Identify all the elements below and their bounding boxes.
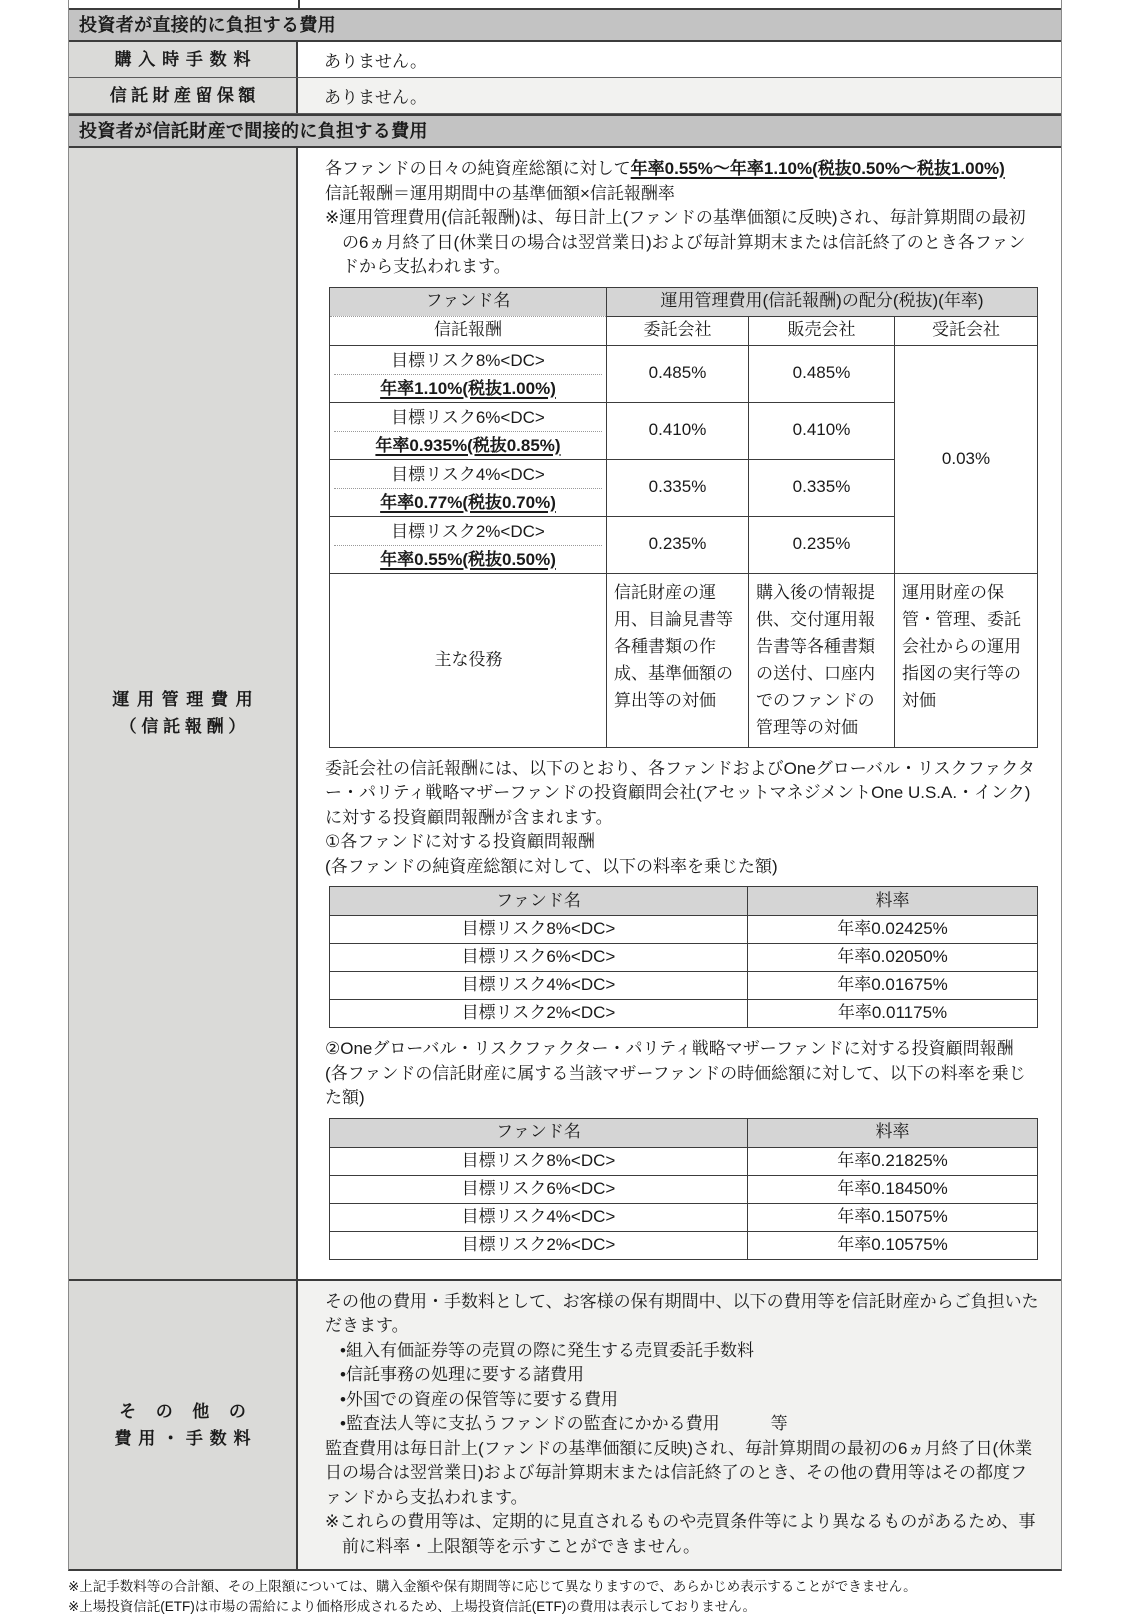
other-fee-item-text: 組入有価証券等の売買の際に発生する売買委託手数料 <box>345 1340 754 1360</box>
fund-name: 目標リスク6%<DC> <box>391 407 545 427</box>
advisory-rate: 年率0.21825% <box>748 1147 1038 1175</box>
advisory-rate: 年率0.10575% <box>748 1231 1038 1259</box>
advisory-rate: 年率0.02425% <box>748 916 1038 944</box>
retention-fee-label: 信託財産留保額 <box>109 86 260 105</box>
purchase-fee-value-cell <box>298 42 1061 77</box>
management-fee-row <box>69 148 1061 1279</box>
other-fee-item <box>340 1339 1041 1364</box>
advisory-rate-row <box>330 1175 1038 1203</box>
advisory-rate: 年率0.01175% <box>748 1000 1038 1028</box>
fee-formula: 信託報酬＝運用期間中の基準価額×信託報酬率 <box>325 183 675 203</box>
management-fee-intro-prefix: 各ファンドの日々の純資産総額に対して <box>325 159 631 178</box>
distributor-fee-value: 0.485% <box>749 345 895 402</box>
other-fee-item-text: 外国での資産の保管等に要する費用 <box>345 1389 618 1409</box>
fund-name: 目標リスク6%<DC> <box>330 944 748 972</box>
advisory-fee-1-basis: (各ファンドの純資産総額に対して、以下の料率を乗じた額) <box>325 856 778 876</box>
other-fee-item-text: 信託事務の処理に要する諸費用 <box>345 1365 584 1384</box>
retention-fee-label-cell <box>69 78 298 113</box>
advisory-fee-2-table <box>329 1118 1038 1260</box>
footnotes <box>68 1577 1062 1617</box>
advisory-rate: 年率0.01675% <box>748 972 1038 1000</box>
rate-table-header-row <box>330 887 1038 916</box>
other-fees-row <box>69 1279 1061 1570</box>
fund-total-rate: 年率1.10%(税抜1.00%) <box>334 374 602 402</box>
other-fees-content <box>298 1281 1061 1570</box>
distributor-fee-value: 0.335% <box>749 459 895 516</box>
trustee-subheader-cell: 受託会社 <box>895 316 1038 345</box>
advisory-rate: 年率0.18450% <box>748 1175 1038 1203</box>
fee-disclosure-table <box>68 0 1062 1571</box>
management-fee-label-cell <box>69 148 298 1279</box>
footnote-total-fees: ※上記手数料等の合計額、その上限額については、購入金額や保有期間等に応じて異なりますので、あらかじめ表示することができません。 <box>68 1579 917 1594</box>
advisory-rate-row <box>330 972 1038 1000</box>
consignor-subheader-cell: 委託会社 <box>607 316 749 345</box>
purchase-fee-label-cell <box>69 42 298 77</box>
fund-name-header-cell: ファンド名 <box>330 287 607 316</box>
other-fee-item <box>340 1363 1041 1388</box>
fund-name: 目標リスク2%<DC> <box>330 1000 748 1028</box>
advisory-fee-note: 委託会社の信託報酬には、以下のとおり、各ファンドおよびOneグローバル・リスクファクター・パリティ戦略マザーファンドの投資顧問会社(アセットマネジメントOne U.S.A.・インク)に対する投資顧問報酬が含まれます。 <box>325 758 1035 827</box>
management-fee-label-line2: （信託報酬） <box>119 717 251 737</box>
fund-total-rate: 年率0.55%(税抜0.50%) <box>334 545 602 573</box>
fund-total-rate: 年率0.77%(税抜0.70%) <box>334 488 602 516</box>
other-fees-label-cell <box>69 1281 298 1570</box>
management-fee-intro <box>325 157 1041 182</box>
retention-fee-value: ありません。 <box>324 88 428 107</box>
retention-fee-row <box>69 78 1061 114</box>
fund-name: 目標リスク8%<DC> <box>330 916 748 944</box>
fund-name: 目標リスク4%<DC> <box>391 464 545 484</box>
fee-variability-note: ※これらの費用等は、定期的に見直されるものや売買条件等により異なるものがあるため、事前に料率・上限額等を示すことができません。 <box>325 1512 1036 1556</box>
other-fees-intro: その他の費用・手数料として、お客様の保有期間中、以下の費用等を信託財産からご負担いただきます。 <box>325 1291 1039 1335</box>
fund-name: 目標リスク2%<DC> <box>391 521 545 541</box>
consignor-fee-value: 0.410% <box>607 402 749 459</box>
fund-name: 目標リスク8%<DC> <box>391 350 545 370</box>
fund-cell <box>330 345 607 402</box>
fund-cell <box>330 516 607 573</box>
fund-cell <box>330 402 607 459</box>
fund-cell <box>330 459 607 516</box>
fund-name: 目標リスク8%<DC> <box>330 1147 748 1175</box>
column-divider-sliver <box>298 0 300 8</box>
advisory-fee-1-title: ①各ファンドに対する投資顧問報酬 <box>325 832 595 851</box>
rate-header-cell: 料率 <box>748 1118 1038 1147</box>
allocation-subheader-row <box>330 316 1038 345</box>
fee-allocation-table <box>329 287 1038 748</box>
trust-fee-subheader-cell: 信託報酬 <box>330 316 607 345</box>
bullet-icon: • <box>340 1414 346 1433</box>
advisory-rate-row <box>330 916 1038 944</box>
footnote-etf: ※上場投資信託(ETF)は市場の需給により価格形成されるため、上場投資信託(ETF)の費用は表示しておりません。 <box>68 1599 757 1614</box>
fund-allocation-row <box>330 345 1038 402</box>
allocation-header-row <box>330 287 1038 316</box>
bullet-icon: • <box>340 1389 346 1409</box>
allocation-group-header-cell: 運用管理費用(信託報酬)の配分(税抜)(年率) <box>607 287 1038 316</box>
bullet-icon: • <box>340 1365 346 1384</box>
duties-label-cell: 主な役務 <box>330 573 607 747</box>
fund-name: 目標リスク4%<DC> <box>330 1203 748 1231</box>
other-fee-item <box>340 1388 1041 1413</box>
purchase-fee-row <box>69 42 1061 78</box>
distributor-subheader-cell: 販売会社 <box>749 316 895 345</box>
indirect-fees-header-bar: 投資者が信託財産で間接的に負担する費用 <box>69 114 1061 148</box>
advisory-rate-row <box>330 1231 1038 1259</box>
fee-accrual-note: ※運用管理費用(信託報酬)は、毎日計上(ファンドの基準価額に反映)され、毎計算期間の最初の6ヵ月終了日(休業日の場合は翌営業日)および毎計算期末または信託終了のとき各ファンドから支払われます。 <box>325 208 1026 276</box>
other-fees-label-line2: 費用・手数料 <box>114 1428 258 1448</box>
fund-name: 目標リスク2%<DC> <box>330 1231 748 1259</box>
advisory-rate-row <box>330 1000 1038 1028</box>
other-fees-label-line1: その他の <box>119 1401 266 1421</box>
fee-disclosure-page <box>68 0 1062 1617</box>
advisory-fee-1-table <box>329 886 1038 1028</box>
retention-fee-value-cell <box>298 78 1061 113</box>
consignor-fee-value: 0.485% <box>607 345 749 402</box>
fund-total-rate: 年率0.935%(税抜0.85%) <box>334 431 602 459</box>
fund-name: 目標リスク4%<DC> <box>330 972 748 1000</box>
advisory-rate-row <box>330 1147 1038 1175</box>
other-fees-list <box>340 1339 1041 1437</box>
consignor-fee-value: 0.235% <box>607 516 749 573</box>
management-fee-label-line1: 運用管理費用 <box>112 690 261 710</box>
duties-row <box>330 573 1038 747</box>
advisory-fee-2-title: ②Oneグローバル・リスクファクター・パリティ戦略マザーファンドに対する投資顧問報酬 <box>325 1039 1014 1058</box>
fund-name: 目標リスク6%<DC> <box>330 1175 748 1203</box>
purchase-fee-value: ありません。 <box>324 52 428 71</box>
consignor-duties-cell: 信託財産の運用、目論見書等各種書類の作成、基準価額の算出等の対価 <box>607 573 749 747</box>
trustee-duties-cell: 運用財産の保管・管理、委託会社からの運用指図の実行等の対価 <box>895 573 1038 747</box>
advisory-rate: 年率0.02050% <box>748 944 1038 972</box>
consignor-fee-value: 0.335% <box>607 459 749 516</box>
direct-fees-header-bar: 投資者が直接的に負担する費用 <box>69 8 1061 42</box>
advisory-fee-2-basis: (各ファンドの信託財産に属する当該マザーファンドの時価総額に対して、以下の料率を乗じた額) <box>325 1063 1026 1107</box>
distributor-duties-cell: 購入後の情報提供、交付運用報告書等各種書類の送付、口座内でのファンドの管理等の対価 <box>749 573 895 747</box>
advisory-rate: 年率0.15075% <box>748 1203 1038 1231</box>
purchase-fee-label: 購入時手数料 <box>114 50 258 69</box>
distributor-fee-value: 0.235% <box>749 516 895 573</box>
audit-fee-note: 監査費用は毎日計上(ファンドの基準価額に反映)され、毎計算期間の最初の6ヵ月終了日(休業日の場合は翌営業日)および毎計算期末または信託終了のとき、その他の費用等はその都度ファンドから支払われます。 <box>325 1438 1033 1507</box>
advisory-rate-row <box>330 1203 1038 1231</box>
management-fee-content <box>298 148 1061 1279</box>
fund-name-header-cell: ファンド名 <box>330 1118 748 1147</box>
rate-table-header-row <box>330 1118 1038 1147</box>
distributor-fee-value: 0.410% <box>749 402 895 459</box>
advisory-rate-row <box>330 944 1038 972</box>
trustee-fee-merged-cell: 0.03% <box>895 345 1038 573</box>
table-top-sliver <box>69 0 1061 8</box>
management-fee-rate-range: 年率0.55%～年率1.10%(税抜0.50%～税抜1.00%) <box>630 159 1005 178</box>
fund-name-header-cell: ファンド名 <box>330 887 748 916</box>
other-fee-item-text: 監査法人等に支払うファンドの監査にかかる費用 等 <box>345 1414 788 1433</box>
rate-header-cell: 料率 <box>748 887 1038 916</box>
bullet-icon: • <box>340 1340 346 1360</box>
other-fee-item <box>340 1412 1041 1437</box>
